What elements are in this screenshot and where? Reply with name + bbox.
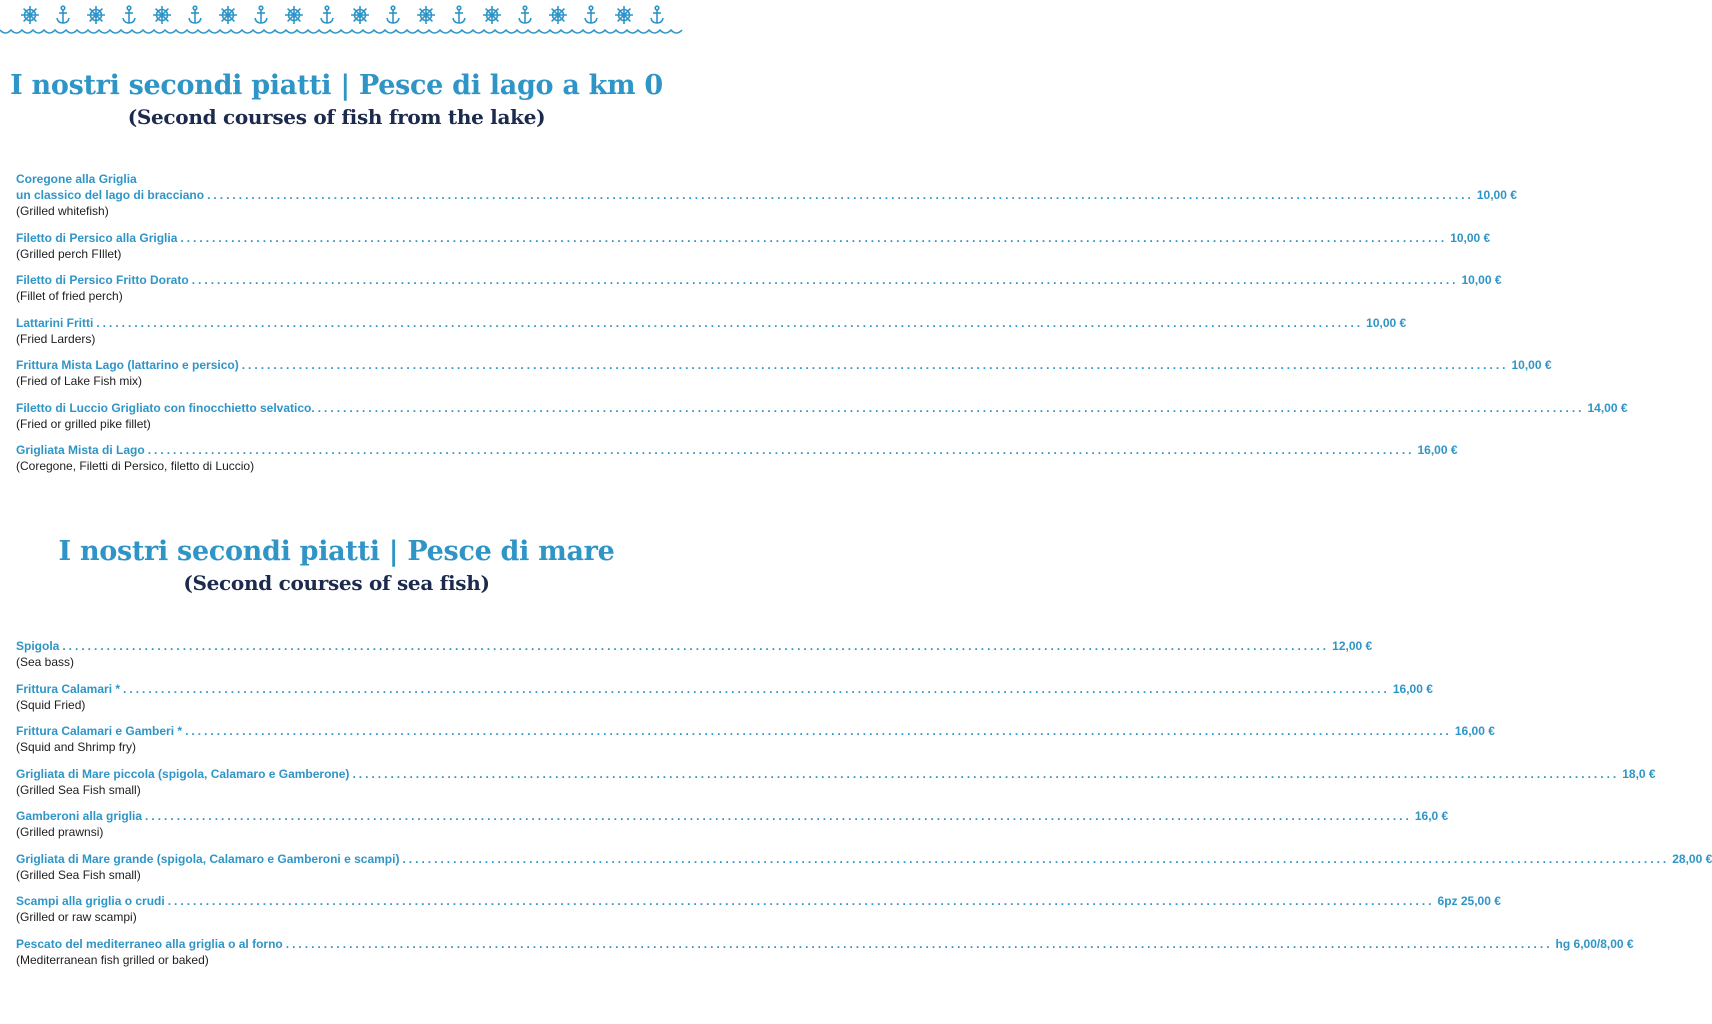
dot-leader: ........................................................................................................................................................................................................ [241, 358, 1509, 372]
dot-leader: ........................................................................................................................................................................................................ [185, 724, 1452, 738]
menu-item [16, 808, 1449, 840]
helm-icon [351, 6, 369, 24]
menu-item [16, 442, 1458, 474]
lake-menu-list [16, 171, 1628, 485]
menu-item-price: 10,00 € [1476, 188, 1517, 202]
menu-item-name: Frittura Mista Lago (lattarino e persico) [16, 358, 239, 372]
menu-item-translation: (Sea bass) [16, 655, 75, 669]
menu-item-line [16, 230, 1491, 246]
menu-item-translation: (Coregone, Filetti di Persico, filetto di Luccio) [16, 459, 255, 473]
menu-item-price: 10,00 € [1366, 315, 1407, 330]
menu-item-translation: (Grilled perch FIllet) [16, 246, 122, 261]
nautical-border [0, 0, 673, 40]
dot-leader: ........................................................................................................................................................................................................ [402, 851, 1670, 866]
menu-item-price: 10,00 € [1511, 358, 1552, 372]
menu-item-line [16, 442, 1458, 458]
menu-item-price: 16,00 € [1417, 443, 1458, 457]
menu-item [16, 893, 1501, 925]
dot-leader: ........................................................................................................................................................................................................ [147, 443, 1415, 457]
anchor-icon [387, 6, 399, 23]
menu-item-translation: (Grilled Sea Fish small) [16, 867, 141, 882]
lake-section-title: I nostri secondi piatti | Pesce di lago a km 0 [10, 70, 663, 101]
menu-item-translation: (Grilled whitefish) [16, 204, 109, 218]
menu-item [16, 171, 1517, 219]
sea-section [0, 536, 673, 595]
helm-icon [21, 6, 39, 24]
anchor-icon [123, 6, 135, 23]
menu-item [16, 851, 1712, 883]
menu-item-name: Grigliata Mista di Lago [16, 443, 145, 457]
helm-icon [417, 6, 435, 24]
menu-item [16, 681, 1433, 713]
menu-item-price: 14,00 € [1587, 400, 1628, 415]
menu-item-price: 10,00 € [1461, 273, 1502, 287]
menu-item-line [16, 638, 1373, 654]
menu-item-price: 16,0 € [1414, 809, 1449, 823]
menu-item-translation: (Grilled or raw scampi) [16, 910, 137, 924]
dot-leader: ........................................................................................................................................................................................................ [123, 681, 1390, 696]
menu-item-name: Filetto di Luccio Grigliato con finocchietto selvatico. [16, 400, 315, 415]
anchor-icon [651, 6, 663, 23]
anchor-icon [321, 6, 333, 23]
menu-item [16, 766, 1656, 798]
anchor-icon [189, 6, 201, 23]
menu-item-translation: (Grilled Sea Fish small) [16, 782, 141, 797]
anchor-icon [255, 6, 267, 23]
menu-item [16, 230, 1491, 262]
dot-leader: ........................................................................................................................................................................................................ [62, 639, 1330, 653]
anchor-icon [519, 6, 531, 23]
dot-leader: ........................................................................................................................................................................................................ [191, 273, 1459, 287]
menu-item-translation: (Squid and Shrimp fry) [16, 740, 137, 754]
menu-item-price: 6pz 25,00 € [1437, 894, 1501, 908]
helm-icon [285, 6, 303, 24]
menu-item-price: 28,00 € [1672, 851, 1712, 866]
menu-item-name: Spigola [16, 639, 60, 653]
menu-item-line [16, 187, 1517, 203]
menu-item-line [16, 893, 1501, 909]
menu-item-line [16, 357, 1552, 373]
menu-item-translation: (Mediterranean fish grilled or baked) [16, 952, 209, 967]
menu-item-name: Scampi alla griglia o crudi [16, 894, 165, 908]
menu-item-line [16, 766, 1656, 782]
menu-item [16, 723, 1495, 755]
menu-item-line [16, 936, 1634, 952]
menu-item-name: Frittura Calamari * [16, 681, 121, 696]
dot-leader: ........................................................................................................................................................................................................ [167, 894, 1435, 908]
menu-item-price: 16,00 € [1392, 681, 1433, 696]
menu-item [16, 357, 1552, 389]
helm-icon [483, 6, 501, 24]
menu-item-line [16, 272, 1502, 288]
menu-item-name: Lattarini Fritti [16, 315, 94, 330]
anchor-icon [57, 6, 69, 23]
helm-icon [219, 6, 237, 24]
menu-item [16, 936, 1634, 968]
helm-icon [615, 6, 633, 24]
anchor-icon [453, 6, 465, 23]
menu-item-name: Grigliata di Mare grande (spigola, Calamaro e Gamberoni e scampi) [16, 851, 400, 866]
dot-leader: ........................................................................................................................................................................................................ [207, 188, 1474, 202]
menu-item [16, 315, 1407, 347]
menu-item-translation: (Fried of Lake Fish mix) [16, 374, 143, 388]
menu-item-line [16, 723, 1495, 739]
helm-icon [549, 6, 567, 24]
dot-leader: ........................................................................................................................................................................................................ [96, 315, 1364, 330]
menu-item-line [16, 681, 1433, 697]
menu-item-title: Coregone alla Griglia [16, 172, 137, 186]
sea-section-title: I nostri secondi piatti | Pesce di mare [58, 536, 615, 567]
menu-item-name: Frittura Calamari e Gamberi * [16, 724, 183, 738]
menu-item-translation: (Grilled prawnsi) [16, 825, 104, 839]
dot-leader: ........................................................................................................................................................................................................ [352, 766, 1620, 781]
menu-item-line [16, 851, 1712, 867]
helm-icon [153, 6, 171, 24]
menu-item-name: un classico del lago di bracciano [16, 188, 205, 202]
menu-item-name: Filetto di Persico alla Griglia [16, 230, 178, 245]
menu-item-name: Pescato del mediterraneo alla griglia o al forno [16, 936, 283, 951]
dot-leader: ........................................................................................................................................................................................................ [285, 936, 1553, 951]
lake-section [0, 70, 673, 129]
menu-item-price: 10,00 € [1450, 230, 1491, 245]
dot-leader: ........................................................................................................................................................................................................ [317, 400, 1585, 415]
lake-section-subtitle: (Second courses of fish from the lake) [127, 105, 546, 129]
menu-item-name: Filetto di Persico Fritto Dorato [16, 273, 189, 287]
menu-item-translation: (Fried or grilled pike fillet) [16, 416, 151, 431]
dot-leader: ........................................................................................................................................................................................................ [145, 809, 1412, 823]
anchor-icon [585, 6, 597, 23]
menu-item [16, 272, 1502, 304]
dot-leader: ........................................................................................................................................................................................................ [180, 230, 1448, 245]
menu-item [16, 638, 1373, 670]
menu-item-translation: (Fillet of fried perch) [16, 289, 123, 303]
menu-item-translation: (Squid Fried) [16, 697, 86, 712]
menu-item-translation: (Fried Larders) [16, 331, 96, 346]
wave-line [0, 30, 682, 33]
menu-item-price: 16,00 € [1454, 724, 1495, 738]
menu-item-name: Gamberoni alla griglia [16, 809, 143, 823]
menu-item-price: hg 6,00/8,00 € [1555, 936, 1634, 951]
helm-icon [87, 6, 105, 24]
sea-menu-list [16, 638, 1712, 978]
sea-section-subtitle: (Second courses of sea fish) [183, 571, 490, 595]
menu-item-name: Grigliata di Mare piccola (spigola, Calamaro e Gamberone) [16, 766, 350, 781]
menu-item-line [16, 400, 1628, 416]
menu-item-line [16, 808, 1449, 824]
menu-item [16, 400, 1628, 432]
menu-item-price: 12,00 € [1332, 639, 1373, 653]
menu-item-price: 18,0 € [1622, 766, 1656, 781]
menu-item-line [16, 315, 1407, 331]
